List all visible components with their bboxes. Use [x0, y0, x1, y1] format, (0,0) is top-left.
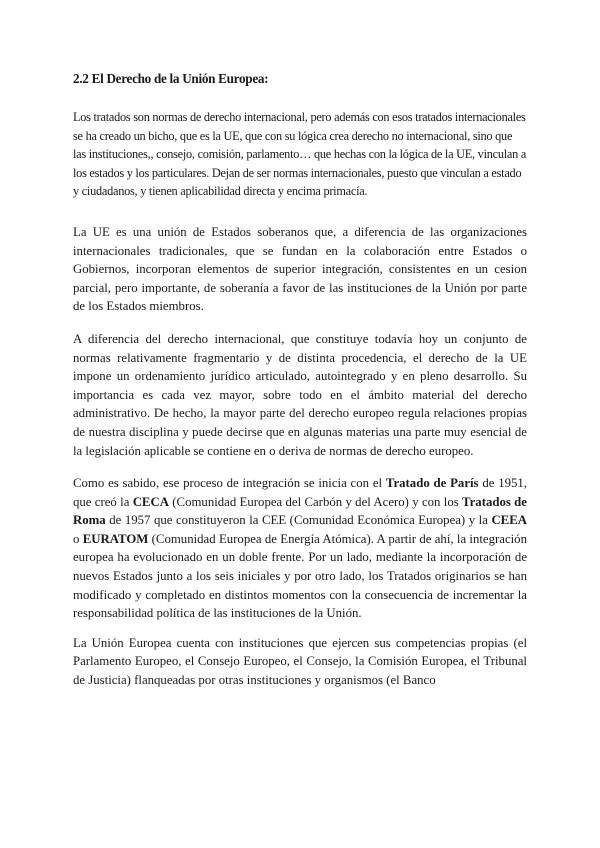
bold-term-ceea: CEEA — [491, 513, 527, 528]
section-heading: 2.2 El Derecho de la Unión Europea: — [73, 71, 269, 86]
paragraph-5: La Unión Europea cuenta con instituciones que ejercen sus competencias propias (el Parlamento Europeo, el Consejo Europeo, el Consejo, la Comisión Europea, el Tribunal de Justicia) flanqueadas por otras instituciones y organismos (el Banco — [73, 635, 527, 688]
paragraph-4-text: Como es sabido, ese proceso de integración se inicia con el — [73, 476, 386, 491]
paragraph-4-text: de 1951, que creó la — [73, 476, 527, 509]
paragraph-4-text: (Comunidad Europea de Energía Atómica). A partir de ahí, la integración europea ha evolucionado en un doble frente. Por un lado, mediante la incorporación de nuevos Estados junto a los seis iniciales y por otro lado, los Tratados originarios se han modificado y completado en distintos momentos con la consecuencia de incrementar la responsabilidad política de las instituciones de la Unión. — [73, 531, 527, 621]
paragraph-4 — [73, 474, 527, 623]
bold-term-tratado-de-paris: Tratado de París — [385, 476, 479, 491]
bold-term-ceca: CECA — [132, 494, 169, 509]
document-body — [73, 70, 527, 704]
paragraph-4-text: (Comunidad Europea del Carbón y del Acero) y con los — [168, 494, 463, 509]
paragraph-4-text: o — [73, 531, 83, 546]
paragraph-2: La UE es una unión de Estados soberanos que, a diferencia de las organizaciones internacionales tradicionales, que se fundan en la colaboración entre Estados o Gobiernos, incorporan elementos de superior integración, consistentes en un cesion parcial, pero importante, de soberanía a favor de las instituciones de la Unión por parte de los Estados miembros. — [73, 224, 527, 314]
bold-term-tratados-de-roma: Tratados de Roma — [73, 494, 527, 528]
paragraph-3: A diferencia del derecho internacional, que constituye todavía hoy un conjunto de normas relativamente fragmentario y de distinta procedencia, el derecho de la UE impone un ordenamiento jurídico articulado, autointegrado y en pleno desarrollo. Su importancia es cada vez mayor, sobre todo en el ámbito material del derecho administrativo. De hecho, la mayor parte del derecho europeo regula relaciones propias de nuestra disciplina y puede decirse que en algunas materias una parte muy esencial de la legislación aplicable se contiene en o deriva de normas de derecho europeo. — [73, 331, 527, 458]
paragraph-1: Los tratados son normas de derecho internacional, pero además con esos tratados internacionales se ha creado un bicho, que es la UE, que con su lógica crea derecho no internacional, sino que las instituciones,, consejo, comisión, parlamento… que hechas con la lógica de la UE, vinculan a los estados y los particulares. Dejan de ser normas internacionales, puesto que vinculan a estado y ciudadanos, y tienen aplicabilidad directa y encima primacía. — [73, 110, 527, 199]
bold-term-euratom: EURATOM — [82, 531, 149, 546]
paragraph-4-text: de 1957 que constituyeron la CEE (Comunidad Económica Europea) y la — [105, 513, 492, 528]
